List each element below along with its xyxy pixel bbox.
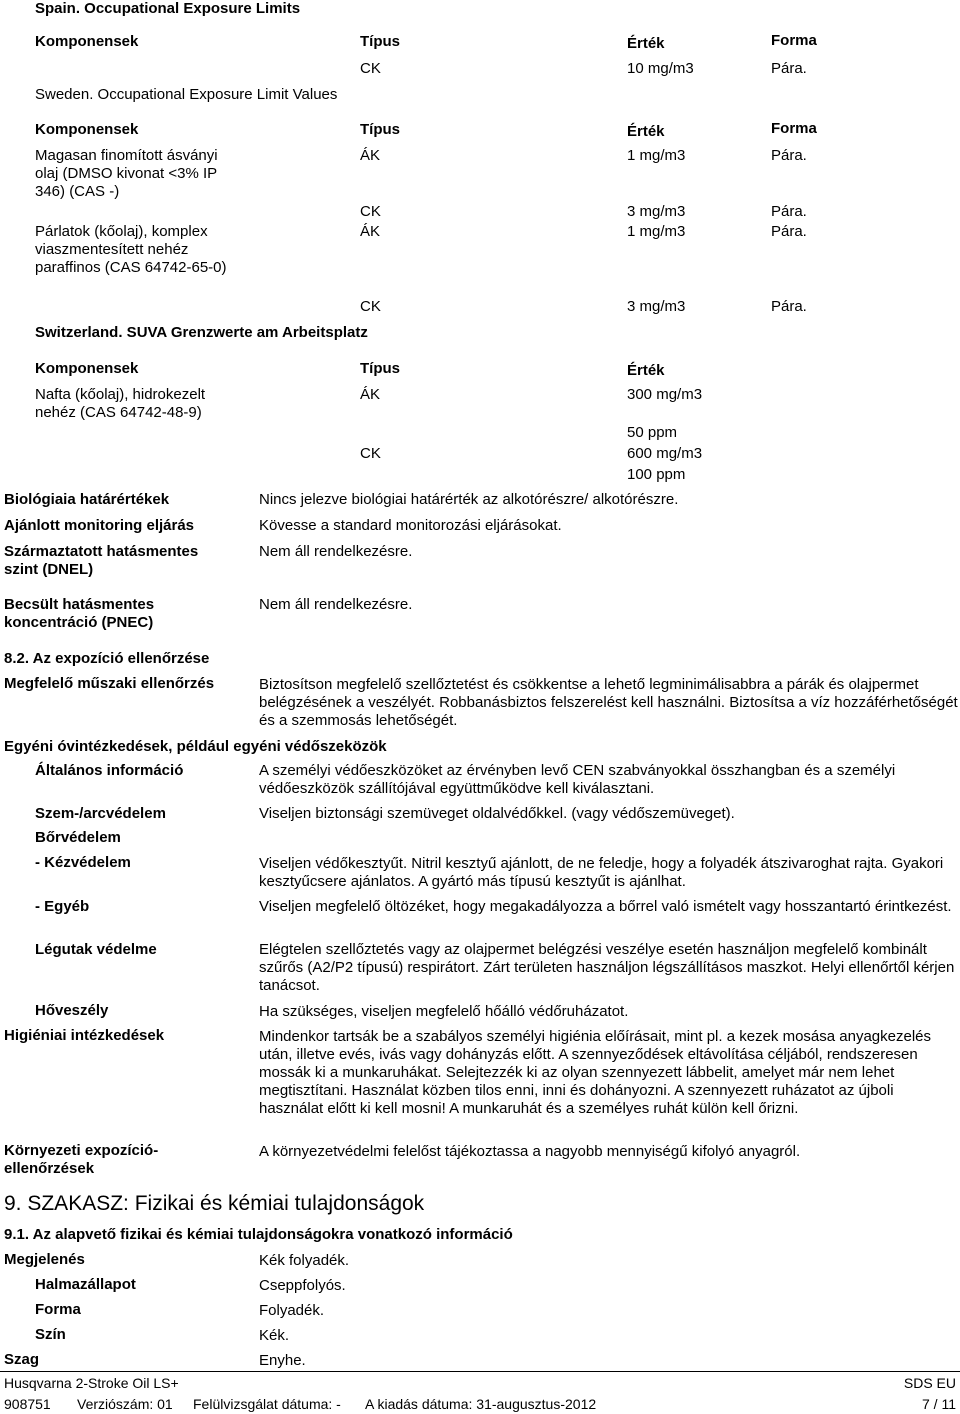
pnec-label: Becsült hatásmentes koncentráció (PNEC) — [4, 596, 155, 631]
hygiene-value: Mindenkor tartsák be a szabályos személyi higiénia előírásait, mint pl. a kezek mosása anyagkezelés után, illetve evés, ivás vagy dohányzás előtt. A szennyeződések eltávolítása céljából, rendszeresen mossák ki a munkaruhákat. Selejtezzék ki az olyan szennyezett lábbelit, amelyet már nem lehet megtisztítani. Használat közben tilos enni, inni és dohányozni. A szennyezett ruházatot az újboli használat előtt ki kell mosni! A munkaruhát és a személyes ruhát külön kell őrizni. — [259, 1028, 931, 1117]
engineering-controls-label: Megfelelő műszaki ellenőrzés — [4, 675, 215, 692]
physical-state-label: Halmazállapot — [35, 1276, 136, 1293]
spain-row-tipus: CK — [360, 60, 381, 77]
environmental-controls-value: A környezetvédelmi felelőst tájékoztassa a nagyobb mennyiségű kifolyó anyagról. — [259, 1143, 801, 1160]
swiss-row1-tipus1: ÁK — [360, 386, 381, 403]
general-info-label: Általános információ — [35, 762, 184, 779]
sweden-row1-tipus2: CK — [360, 203, 381, 220]
general-info-value: A személyi védőeszközöket az érvényben levő CEN szabványokkal összhangban és a személyi védőeszközök szállítójával együttműködve kell kiválasztani. — [259, 762, 896, 797]
bio-limits-label: Biológiaia határértékek — [4, 491, 170, 508]
sweden-row1-ertek1: 1 mg/m3 — [627, 147, 686, 164]
sweden-row1-forma1: Pára. — [771, 147, 807, 164]
other-protection-value: Viseljen megfelelő öltözéket, hogy megakadályozza a bőrrel való ismételt vagy hosszantartó érintkezést. — [259, 898, 952, 915]
switzerland-title — [35, 324, 368, 342]
monitoring-value: Kövesse a standard monitorozási eljárásokat. — [259, 517, 562, 534]
respiratory-protection-label: Légutak védelme — [35, 941, 157, 958]
spain-header-komponensek: Komponensek — [35, 33, 139, 50]
footer-version: Verziószám: 01 — [77, 1396, 173, 1412]
sweden-row2-forma2: Pára. — [771, 298, 807, 315]
footer-product-number: 908751 — [4, 1396, 51, 1412]
sweden-row1-komponens: Magasan finomított ásványi olaj (DMSO kivonat <3% IP 346) (CAS -) — [35, 147, 218, 200]
sweden-header-forma: Forma — [771, 120, 817, 137]
swiss-row1-ertek1b: 50 ppm — [627, 424, 678, 441]
respiratory-protection-value: Elégtelen szellőztetés vagy az olajpermet belégzési veszélye esetén használjon megfelelő kombinált szűrős (A2/P2 típusú) respirátort. Zárt területen használjon légszállításos maszkot. Helyi ellenőrtől kérjen tanácsot. — [259, 941, 955, 994]
spain-title: Spain. Occupational Exposure Limits — [35, 0, 301, 17]
form-label: Forma — [35, 1301, 81, 1318]
swiss-row1-komponens: Nafta (kőolaj), hidrokezelt nehéz (CAS 64742-48-9) — [35, 386, 206, 421]
thermal-hazard-label: Hőveszély — [35, 1002, 109, 1019]
thermal-hazard-value: Ha szükséges, viseljen megfelelő hőálló védőruházatot. — [259, 1003, 629, 1020]
sweden-row2-tipus2: CK — [360, 298, 381, 315]
skin-protection-label: Bőrvédelem — [35, 829, 121, 846]
sweden-row2-tipus1: ÁK — [360, 223, 381, 240]
sweden-row2-ertek1: 1 mg/m3 — [627, 223, 686, 240]
odor-label: Szag — [4, 1351, 40, 1368]
appearance-value: Kék folyadék. — [259, 1252, 350, 1269]
dnel-value: Nem áll rendelkezésre. — [259, 543, 413, 560]
switzerland-title-text: Switzerland. SUVA Grenzwerte am Arbeitsplatz — [35, 324, 368, 341]
footer-page-number: 7 / 11 — [922, 1396, 956, 1412]
sweden-row1-forma2: Pára. — [771, 203, 807, 220]
physical-state-value: Cseppfolyós. — [259, 1277, 346, 1294]
other-protection-label: - Egyéb — [35, 898, 90, 915]
sweden-row2-forma1: Pára. — [771, 223, 807, 240]
sweden-row2-ertek2: 3 mg/m3 — [627, 298, 686, 315]
spain-header-ertek: Érték — [627, 35, 665, 52]
section-9-title: 9. SZAKASZ: Fizikai és kémiai tulajdonságok — [4, 1192, 425, 1215]
footer-revision-date: Felülvizsgálat dátuma: - — [193, 1396, 341, 1412]
dnel-label: Származtatott hatásmentes szint (DNEL) — [4, 543, 199, 578]
environmental-controls-label: Környezeti expozíció-ellenőrzések — [4, 1142, 159, 1177]
sweden-title: Sweden. Occupational Exposure Limit Values — [35, 86, 338, 103]
form-value: Folyadék. — [259, 1302, 325, 1319]
footer-divider — [0, 1371, 960, 1372]
spain-header-tipus: Típus — [360, 33, 400, 50]
swiss-header-tipus: Típus — [360, 360, 400, 377]
color-value: Kék. — [259, 1327, 290, 1344]
sweden-header-ertek: Érték — [627, 123, 665, 140]
bio-limits-value: Nincs jelezve biológiai határérték az alkotórészre/ alkotórészre. — [259, 491, 679, 508]
swiss-row1-ertek2b: 100 ppm — [627, 466, 686, 483]
eye-protection-value: Viseljen biztonsági szemüveget oldalvédőkkel. (vagy védőszemüveget). — [259, 805, 735, 822]
section-9-1-title: 9.1. Az alapvető fizikai és kémiai tulajdonságokra vonatkozó információ — [4, 1226, 513, 1243]
engineering-controls-value: Biztosítson megfelelő szellőztetést és csökkentse a lehető legminimálisabbra a párák és olajpermet belégzésének a veszélyét. Robbanásbiztos felszerelést kell használni. Biztosítsa a víz hozzáférhetőségét és a szemmosás lehetőségét. — [259, 676, 958, 729]
swiss-header-komponensek: Komponensek — [35, 360, 139, 377]
spain-row-ertek: 10 mg/m3 — [627, 60, 694, 77]
sweden-header-komponensek: Komponensek — [35, 121, 139, 138]
spain-header-forma: Forma — [771, 32, 817, 49]
sweden-row1-tipus1: ÁK — [360, 147, 381, 164]
footer-product-name: Husqvarna 2-Stroke Oil LS+ — [4, 1375, 179, 1391]
swiss-row1-ertek1a: 300 mg/m3 — [627, 386, 703, 403]
spain-row-forma: Pára. — [771, 60, 807, 77]
hand-protection-label: - Kézvédelem — [35, 854, 131, 871]
section-8-2-title: 8.2. Az expozíció ellenőrzése — [4, 650, 210, 667]
hygiene-label: Higiéniai intézkedések — [4, 1027, 165, 1044]
swiss-row1-ertek2a: 600 mg/m3 — [627, 445, 703, 462]
swiss-row1-tipus2: CK — [360, 445, 381, 462]
odor-value: Enyhe. — [259, 1352, 306, 1369]
swiss-header-ertek: Érték — [627, 362, 665, 379]
footer-doc-type: SDS EU — [903, 1375, 956, 1391]
appearance-label: Megjelenés — [4, 1251, 85, 1268]
sweden-row2-komponens: Párlatok (kőolaj), komplex viaszmentesített nehéz paraffinos (CAS 64742-65-0) — [35, 223, 227, 276]
footer-issue-date: A kiadás dátuma: 31-augusztus-2012 — [365, 1396, 597, 1412]
hand-protection-value: Viseljen védőkesztyűt. Nitril kesztyű ajánlott, de ne feledje, hogy a folyadék átszivaroghat rajta. Gyakori kesztyűcsere ajánlatos. A gyártó más típusú kesztyűt is ajánlhat. — [259, 855, 944, 890]
monitoring-label: Ajánlott monitoring eljárás — [4, 517, 195, 534]
sweden-row1-ertek2: 3 mg/m3 — [627, 203, 686, 220]
color-label: Szín — [35, 1326, 66, 1343]
pnec-value: Nem áll rendelkezésre. — [259, 596, 413, 613]
ppe-title: Egyéni óvintézkedések, például egyéni védőszeközök — [4, 738, 387, 755]
sweden-header-tipus: Típus — [360, 121, 400, 138]
eye-protection-label: Szem-/arcvédelem — [35, 805, 166, 822]
